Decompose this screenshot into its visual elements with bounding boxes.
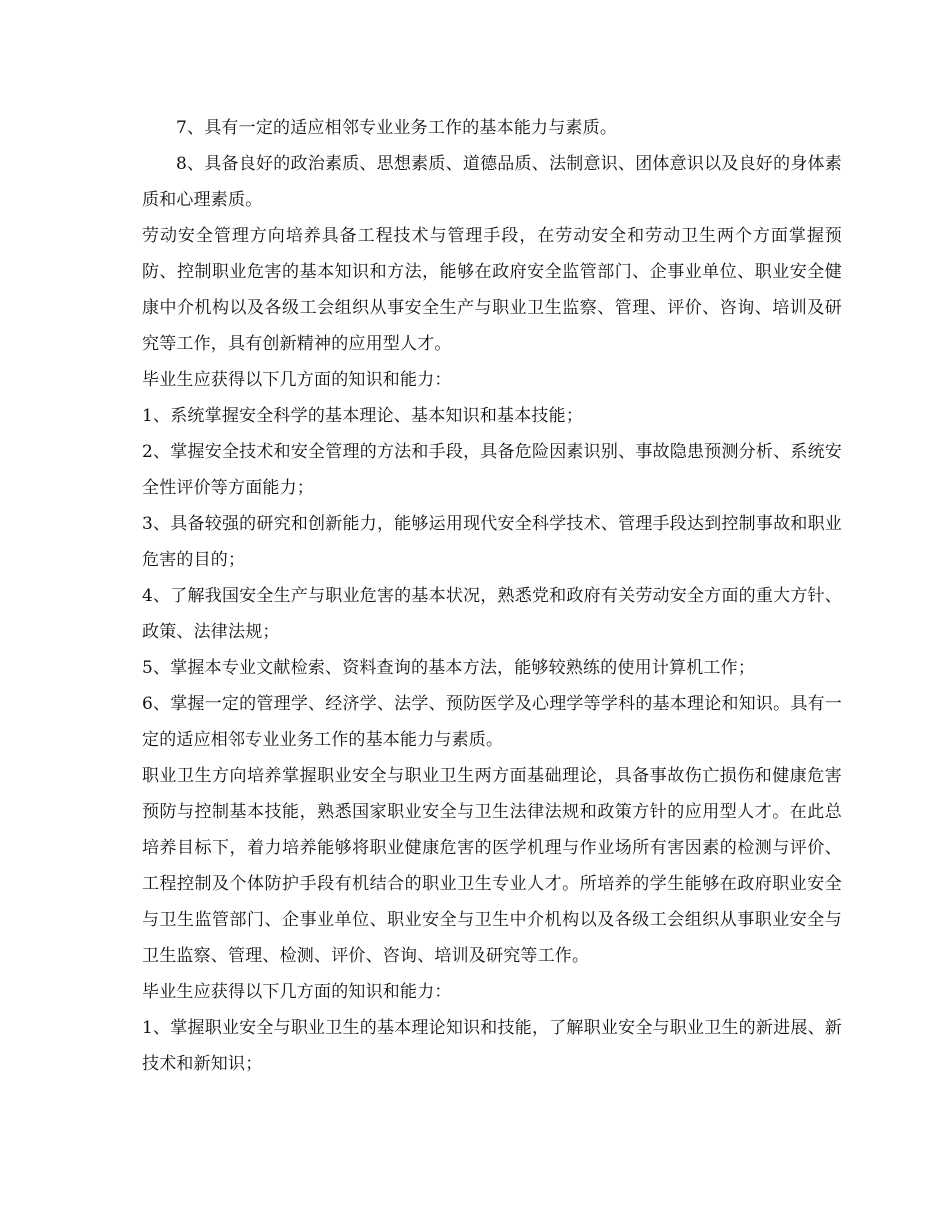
paragraph-skills-heading-1: 毕业生应获得以下几方面的知识和能力： [142,370,452,390]
paragraph-labor-item-2: 2、掌握安全技术和安全管理的方法和手段，具备危险因素识别、事故隐患预测分析、系统安全性评价等方面能力； [142,442,842,498]
paragraph-skills-heading-2: 毕业生应获得以下几方面的知识和能力： [142,982,452,1002]
paragraph-labor-item-6: 6、掌握一定的管理学、经济学、法学、预防医学及心理学等学科的基本理论和知识。具有一定的适应相邻专业业务工作的基本能力与素质。 [142,694,842,750]
paragraph-labor-item-5: 5、掌握本专业文献检索、资料查询的基本方法，能够较熟练的使用计算机工作； [142,658,756,678]
paragraph-health-item-1: 1、掌握职业安全与职业卫生的基本理论知识和技能，了解职业安全与职业卫生的新进展、新技术和新知识； [142,1018,842,1074]
paragraph-labor-item-1: 1、系统掌握安全科学的基本理论、基本知识和基本技能； [142,406,584,426]
paragraph-labor-item-4: 4、了解我国安全生产与职业危害的基本状况，熟悉党和政府有关劳动安全方面的重大方针、政策、法律法规； [142,586,842,642]
paragraph-occupational-health-intro: 职业卫生方向培养掌握职业安全与职业卫生两方面基础理论，具备事故伤亡损伤和健康危害预防与控制基本技能，熟悉国家职业安全与卫生法律法规和政策方针的应用型人才。在此总培养目标下，着力培养能够将职业健康危害的医学机理与作业场所有害因素的检测与评价、工程控制及个体防护手段有机结合的职业卫生专业人才。所培养的学生能够在政府职业安全与卫生监管部门、企事业单位、职业安全与卫生中介机构以及各级工会组织从事职业安全与卫生监察、管理、检测、评价、咨询、培训及研究等工作。 [142,766,842,966]
paragraph-labor-item-3: 3、具备较强的研究和创新能力，能够运用现代安全科学技术、管理手段达到控制事故和职业危害的目的； [142,514,842,570]
paragraph-labor-safety-intro: 劳动安全管理方向培养具备工程技术与管理手段，在劳动安全和劳动卫生两个方面掌握预防、控制职业危害的基本知识和方法，能够在政府安全监管部门、企事业单位、职业安全健康中介机构以及各级工会组织从事安全生产与职业卫生监察、管理、评价、咨询、培训及研究等工作，具有创新精神的应用型人才。 [142,226,842,354]
document-body [142,110,842,1082]
paragraph-item-8: 8、具备良好的政治素质、思想素质、道德品质、法制意识、团体意识以及良好的身体素质和心理素质。 [142,154,842,210]
paragraph-item-7: 7、具有一定的适应相邻专业业务工作的基本能力与素质。 [176,118,618,138]
